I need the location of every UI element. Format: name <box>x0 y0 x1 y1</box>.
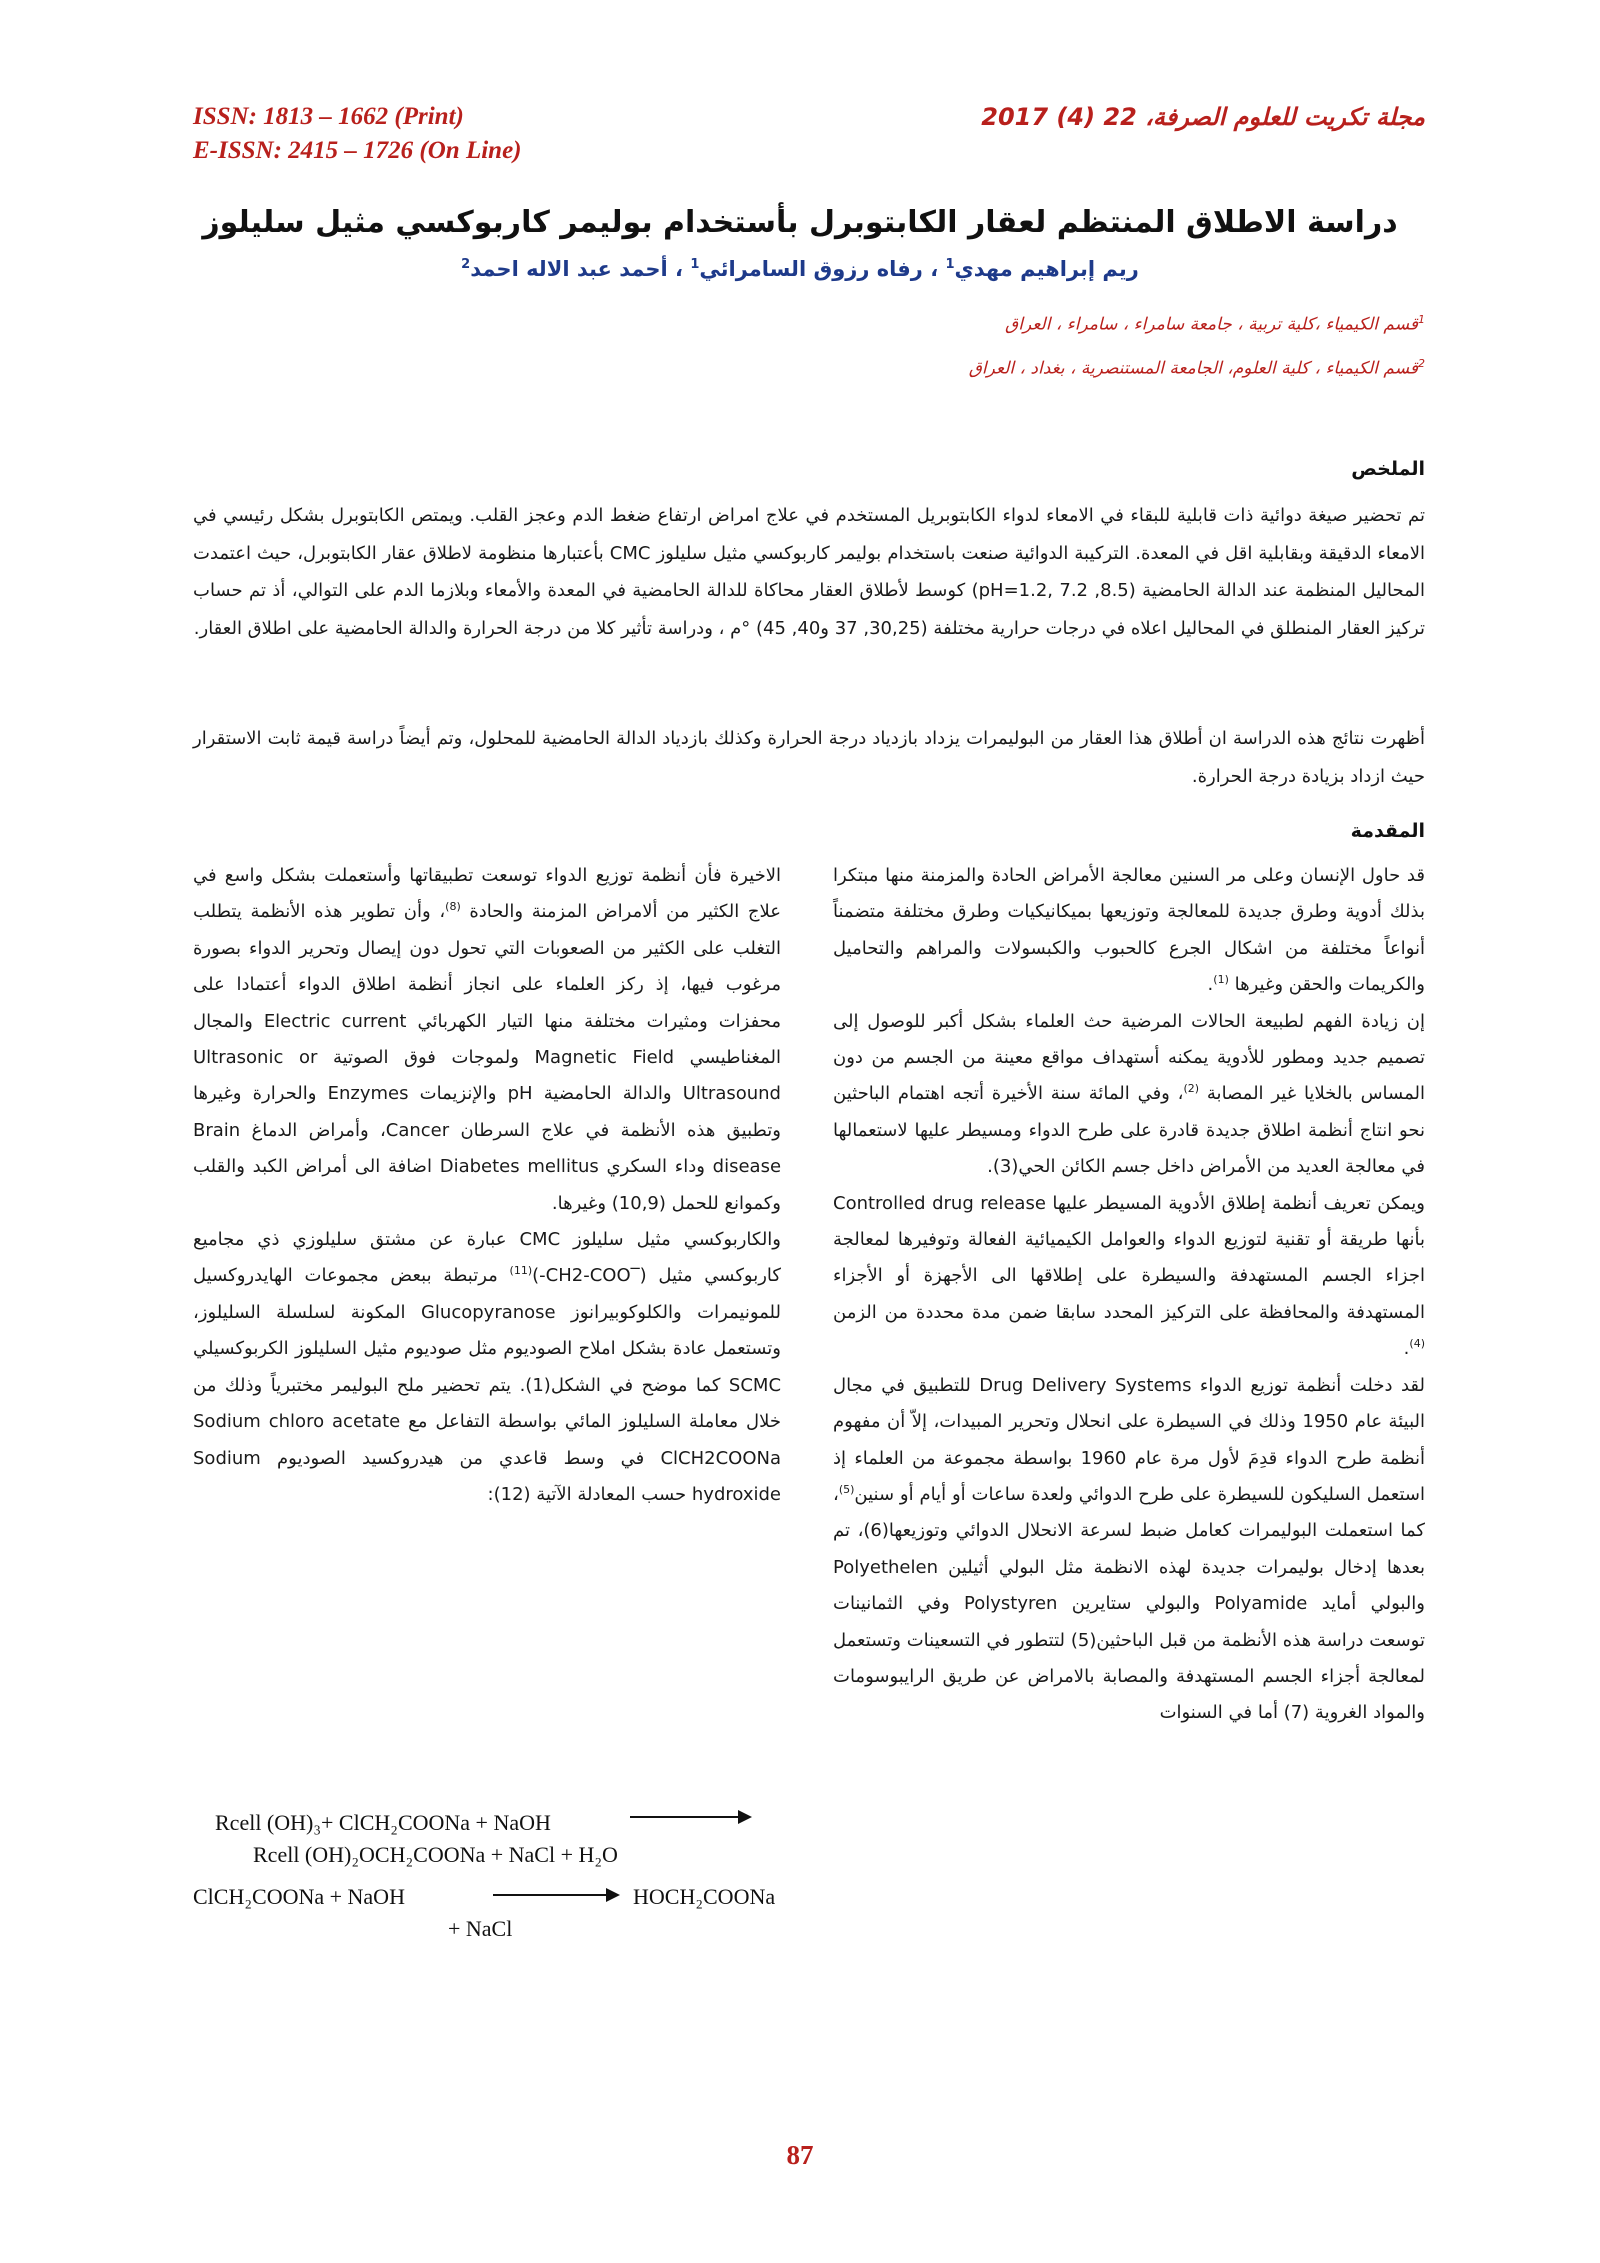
equation-1-products: Rcell (OH)₂OCH₂COONa + NaCl + H₂O <box>253 1842 618 1867</box>
paragraph-text: ويمكن تعريف أنظمة إطلاق الأدوية المسيطر عليها Controlled drug release بأنها طريقة أو تقنية لتوزيع الدواء والعوامل الكيميائية الفعالة وتوفيرها لمعالجة اجزاء الجسم المستهدفة والسيطرة على إطلاقها الى الأجهزة أو الأجزاء المستهدفة والمحافظة على التركيز المحدد سابقا ضمن مدة محددة من الزمن <box>833 1192 1425 1323</box>
paragraph-text: والكاربوكسي مثيل سليلوز CMC عبارة عن مشتق سليلوزي ذي مجاميع كاربوكسي مثيل (‾CH2-COO-) <box>193 1229 781 1287</box>
paragraph-text: الاخيرة فأن أنظمة توزيع الدواء توسعت تطبيقاتها وأستعملت بشكل واسع في علاج الكثير من ألامراض المزمنة والحادة <box>193 865 781 923</box>
intro-paragraph <box>833 1186 1425 1368</box>
affiliation-2-text: قسم الكيمياء ، كلية العلوم، الجامعة المستنصرية ، بغداد ، العراق <box>968 358 1418 379</box>
abstract-paragraph-2: أظهرت نتائج هذه الدراسة ان أطلاق هذا العقار من البوليمرات يزداد بازدياد درجة الحرارة وكذلك بازدياد الدالة الحامضية للمحلول، وتم أيضاً دراسة قيمة ثابت الاستقرار حيث ازداد بزيادة درجة الحرارة. <box>193 728 1425 787</box>
intro-paragraph <box>193 1222 781 1513</box>
page-number: 87 <box>786 2140 814 2170</box>
paper-title: دراسة الاطلاق المنتظم لعقار الكابتوبرل بأستخدام بوليمر كاربوكسي مثيل سليلوز <box>202 205 1398 240</box>
intro-paragraph <box>833 1368 1425 1732</box>
paragraph-tail: . <box>1403 1338 1410 1360</box>
journal-citation: مجلة تكريت للعلوم الصرفة، 22 (4) 2017 <box>981 103 1425 131</box>
paragraph-tail: ، وفي المائة سنة الأخيرة أتجه اهتمام الباحثين نحو انتاج أنظمة اطلاق جديدة قادرة على طرح الدواء ومسيطر عليها لاستعمالها في معالجة العديد من الأمراض داخل جسم الكائن الحي(3). <box>833 1083 1425 1178</box>
equation-1-reactants: Rcell (OH)₃+ ClCH₂COONa + NaOH <box>215 1810 551 1835</box>
equation-2-reactants: ClCH₂COONa + NaOH <box>193 1884 405 1909</box>
author-3-sup: 2 <box>461 257 471 272</box>
author-1-sup: 1 <box>945 257 955 272</box>
reaction-arrow <box>630 1816 750 1818</box>
affiliation-2-sup: 2 <box>1418 357 1425 370</box>
paragraph-text: إن زيادة الفهم لطبيعة الحالات المرضية حث العلماء بشكل أكبر للوصول إلى تصميم جديد ومطور للأدوية يمكنه أستهداف مواقع معينة من الجسم من دون المساس بالخلايا غير المصابة <box>833 1010 1425 1105</box>
equation-2-byproduct: + NaCl <box>448 1916 513 1941</box>
author-sep: ، <box>667 257 691 281</box>
paragraph-tail: ، كما استعملت البوليمرات كعامل ضبط لسرعة الانحلال الدوائي وتوزيعها(6)، تم بعدها إدخال بوليمرات جديدة لهذه الانظمة مثل البولي أثيلين Polyethelen والبولي أمايد Polyamide والبولي ستايرين Polystyren وفي الثمانينات توسعت دراسة هذه الأنظمة من قبل الباحثين(5) لتتطور في التسعينات وتستعمل لمعالجة أجزاء الجسم المستهدفة والمصابة بالامراض عن طريق الرايبوسومات والمواد الغروية (7) أما في السنوات <box>833 1483 1425 1724</box>
citation-ref: (4) <box>1409 1337 1425 1351</box>
author-2: رفاه رزوق السامرائي <box>699 257 923 281</box>
citation-ref: (2) <box>1183 1082 1200 1096</box>
intro-heading: المقدمة <box>1350 820 1425 842</box>
intro-paragraph <box>193 858 781 1222</box>
intro-paragraph <box>833 858 1425 1004</box>
intro-right-column <box>833 858 1425 1732</box>
intro-left-column <box>193 858 781 1513</box>
issn-online: E-ISSN: 2415 – 1726 (On Line) <box>193 137 522 164</box>
paragraph-tail: مرتبطة ببعض مجموعات الهايدروكسيل للمونيمرات والكلوكوبيرانوز Glucopyranose المكونة لسلسلة السليلوز، وتستعمل عادة بشكل املاح الصوديوم مثل صوديوم مثيل السليلوز الكربوكسيلي SCMC كما موضح في الشكل(1). يتم تحضير ملح البوليمر مختبرياً وذلك من خلال معاملة السليلوز المائي بواسطة التفاعل مع Sodium chloro acetate ClCH2COONa في وسط قاعدي من هيدروكسيد الصوديوم Sodium hydroxide حسب المعادلة الآتية (12): <box>193 1265 782 1505</box>
author-3: أحمد عبد الاله احمد <box>470 257 668 281</box>
author-list <box>150 257 1450 281</box>
affiliation-1-text: قسم الكيمياء ،كلية تربية ، جامعة سامراء ، سامراء ، العراق <box>1005 314 1418 335</box>
abstract-heading: الملخص <box>1351 458 1425 480</box>
paragraph-tail: . <box>1207 974 1214 996</box>
paragraph-text: لقد دخلت أنظمة توزيع الدواء Drug Delivery Systems للتطبيق في مجال البيئة عام 1950 وذلك في السيطرة على انحلال وتحرير المبيدات، إلاّ أن مفهوم أنظمة طرح الدواء قدِمَ لأول مرة عام 1960 بواسطة مجموعة من العلماء إذ استعمل السليكون للسيطرة على طرح الدوائي ولعدة ساعات أو أيام أو سنين <box>833 1374 1425 1505</box>
author-1: ريم إبراهيم مهدي <box>954 257 1139 281</box>
citation-ref: (11) <box>509 1264 533 1278</box>
affiliation-2 <box>969 357 1425 379</box>
citation-ref: (1) <box>1213 973 1229 987</box>
equation-2-product: HOCH₂COONa <box>633 1884 776 1909</box>
issn-print: ISSN: 1813 – 1662 (Print) <box>193 103 464 130</box>
author-sep: ، <box>922 257 946 281</box>
issn-block <box>193 100 522 168</box>
citation-ref: (5) <box>838 1482 855 1496</box>
reaction-arrow <box>493 1894 618 1896</box>
author-2-sup: 1 <box>690 257 700 272</box>
paragraph-tail: ، وأن تطوير هذه الأنظمة يتطلب التغلب على الكثير من الصعوبات التي تحول دون إيصال وتحرير الدواء بصورة مرغوب فيها، إذ ركز العلماء على انجاز أنظمة اطلاق الدواء أعتمادا على محفزات ومثيرات مختلفة منها التيار الكهربائي Electric current والمجال المغناطيسي Magnetic Field ولموجات فوق الصوتية Ultrasonic or Ultrasound والدالة الحامضية pH والإنزيمات Enzymes والحرارة وغيرها وتطبيق هذه الأنظمة في علاج السرطان Cancer، وأمراض الدماغ Brain disease وداء السكري Diabetes mellitus اضافة الى أمراض الكبد والقلب وكموانع للحمل (10,9) وغيرها. <box>193 901 782 1214</box>
citation-ref: (8) <box>445 900 461 914</box>
intro-paragraph <box>833 1004 1425 1186</box>
affiliation-1 <box>1005 313 1425 335</box>
affiliation-1-sup: 1 <box>1418 313 1425 326</box>
paragraph-text: قد حاول الإنسان وعلى مر السنين معالجة الأمراض الحادة والمزمنة منها مبتكرا بذلك أدوية وطرق جديدة للمعالجة وتوزيعها بميكانيكيات وطرق مختلفة متضمناً أنواعاً مختلفة من اشكال الجرع كالحبوب والكبسولات والمراهم والتحاميل والكريمات والحقن وغيرها <box>833 865 1425 996</box>
abstract-paragraph-1: تم تحضير صيغة دوائية ذات قابلية للبقاء في الامعاء لدواء الكابتوبريل المستخدم في علاج امراض ارتفاع ضغط الدم وعجز القلب. ويمتص الكابتوبرل بشكل رئيسي في الامعاء الدقيقة وبقابلية اقل في المعدة. التركيبة الدوائية صنعت باستخدام بوليمر كاربوكسي مثيل سليلوز CMC بأعتبارها منظومة لاطلاق عقار الكابتوبرل، حيث اعتمدت المحاليل المنظمة عند الدالة الحامضية (pH=1.2, 7.2 ,8.5) كوسط لأطلاق العقار محاكاة للدالة الحامضية في المعدة والأمعاء وبلازما الدم على التوالي، أذ تم حساب تركيز العقار المنطلق في المحاليل اعلاه في درجات حرارية مختلفة (30,25, 37 و40, 45) °م ، ودراسة تأثير كلا من درجة الحرارة والدالة الحامضية على اطلاق العقار. <box>193 505 1425 639</box>
